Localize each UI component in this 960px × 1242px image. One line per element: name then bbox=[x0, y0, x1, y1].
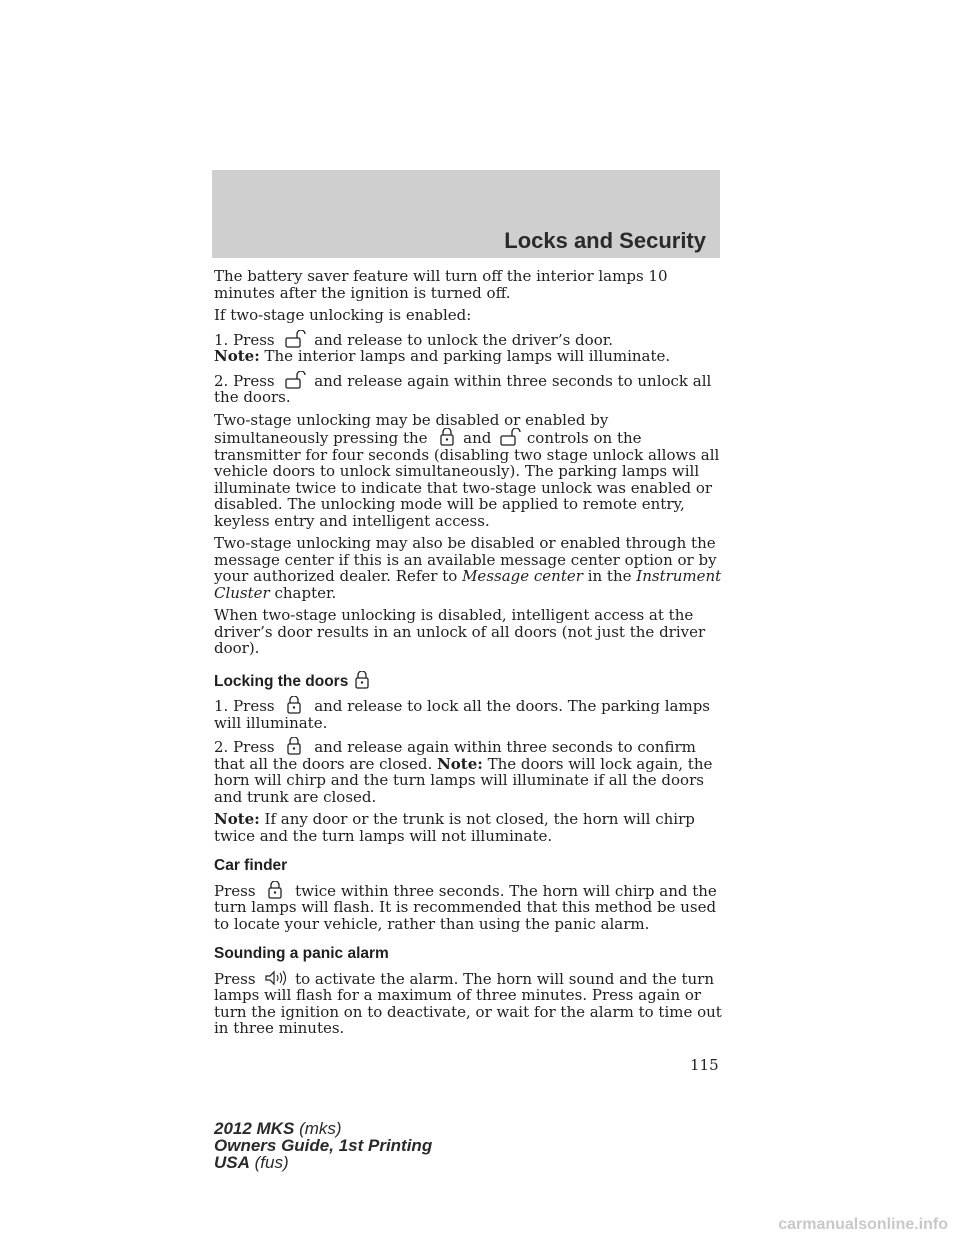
unlock-icon bbox=[496, 428, 522, 446]
footer-edition-info: 2012 MKS (mks) Owners Guide, 1st Printing USA (fus) bbox=[214, 1119, 433, 1172]
battery-saver-paragraph: The battery saver feature will turn off the interior lamps 10 minutes after the ignition is turned off. bbox=[214, 267, 668, 302]
unlock-icon bbox=[279, 330, 309, 348]
page-content bbox=[214, 268, 724, 1043]
unlock-step-1: 1. Press and release to unlock the driver’s door. bbox=[214, 330, 614, 349]
unlock-icon bbox=[279, 371, 309, 389]
section-header-band bbox=[212, 170, 720, 258]
page-number: 115 bbox=[690, 1056, 719, 1074]
section-title: Locks and Security bbox=[504, 228, 706, 253]
lock-icon bbox=[279, 696, 309, 714]
lock-step-1: 1. Press and release to lock all the doors. The parking lamps will illuminate. bbox=[214, 697, 710, 732]
lock-icon bbox=[432, 428, 458, 446]
panic-alarm-icon bbox=[260, 969, 290, 987]
car-finder-heading: Car finder bbox=[214, 857, 288, 874]
panic-alarm-paragraph: Press to activate the alarm. The horn will sound and the turn lamps will flash for a maximum of three minutes. Press again or turn the ignition on to deactivate, or wait for the alarm to time out in three minutes. bbox=[214, 969, 722, 1037]
lock-icon bbox=[279, 737, 309, 755]
message-center-paragraph: Two-stage unlocking may also be disabled or enabled through the message center if this is an available message center option or by your authorized dealer. Refer to Message center in the Instrument Cluster chapter. bbox=[214, 534, 722, 602]
unlock-note-1: Note: The interior lamps and parking lamps will illuminate. bbox=[214, 347, 671, 365]
two-stage-toggle-paragraph: Two-stage unlocking may be disabled or enabled by simultaneously pressing the and controls on the transmitter for four seconds (disabling two stage unlock allows all vehicle doors to unlock simultaneously). The parking lamps will illuminate twice to indicate that two-stage unlock was enabled or disabled. The unlocking mode will be applied to remote entry, keyless entry and intelligent access. bbox=[214, 410, 720, 530]
locking-doors-heading: Locking the doors bbox=[214, 671, 724, 691]
two-stage-intro: If two-stage unlocking is enabled: bbox=[214, 306, 472, 324]
lock-icon bbox=[260, 881, 290, 899]
lock-note-2: Note: If any door or the trunk is not closed, the horn will chirp twice and the turn lamps will not illuminate. bbox=[214, 810, 695, 845]
panic-alarm-heading: Sounding a panic alarm bbox=[214, 945, 389, 962]
watermark: carmanualsonline.info bbox=[778, 1216, 948, 1233]
lock-icon bbox=[353, 671, 379, 689]
car-finder-paragraph: Press twice within three seconds. The horn will chirp and the turn lamps will flash. It is recommended that this method be used to locate your vehicle, rather than using the panic alarm. bbox=[214, 881, 717, 933]
intelligent-access-paragraph: When two-stage unlocking is disabled, intelligent access at the driver’s door results in an unlock of all doors (not just the driver door). bbox=[214, 606, 706, 657]
lock-step-2: 2. Press and release again within three seconds to confirm that all the doors are closed. Note: The doors will lock again, the horn will chirp and the turn lamps will illuminate if all the doors and trunk are closed. bbox=[214, 738, 713, 806]
unlock-step-2: 2. Press and release again within three seconds to unlock all the doors. bbox=[214, 371, 712, 406]
